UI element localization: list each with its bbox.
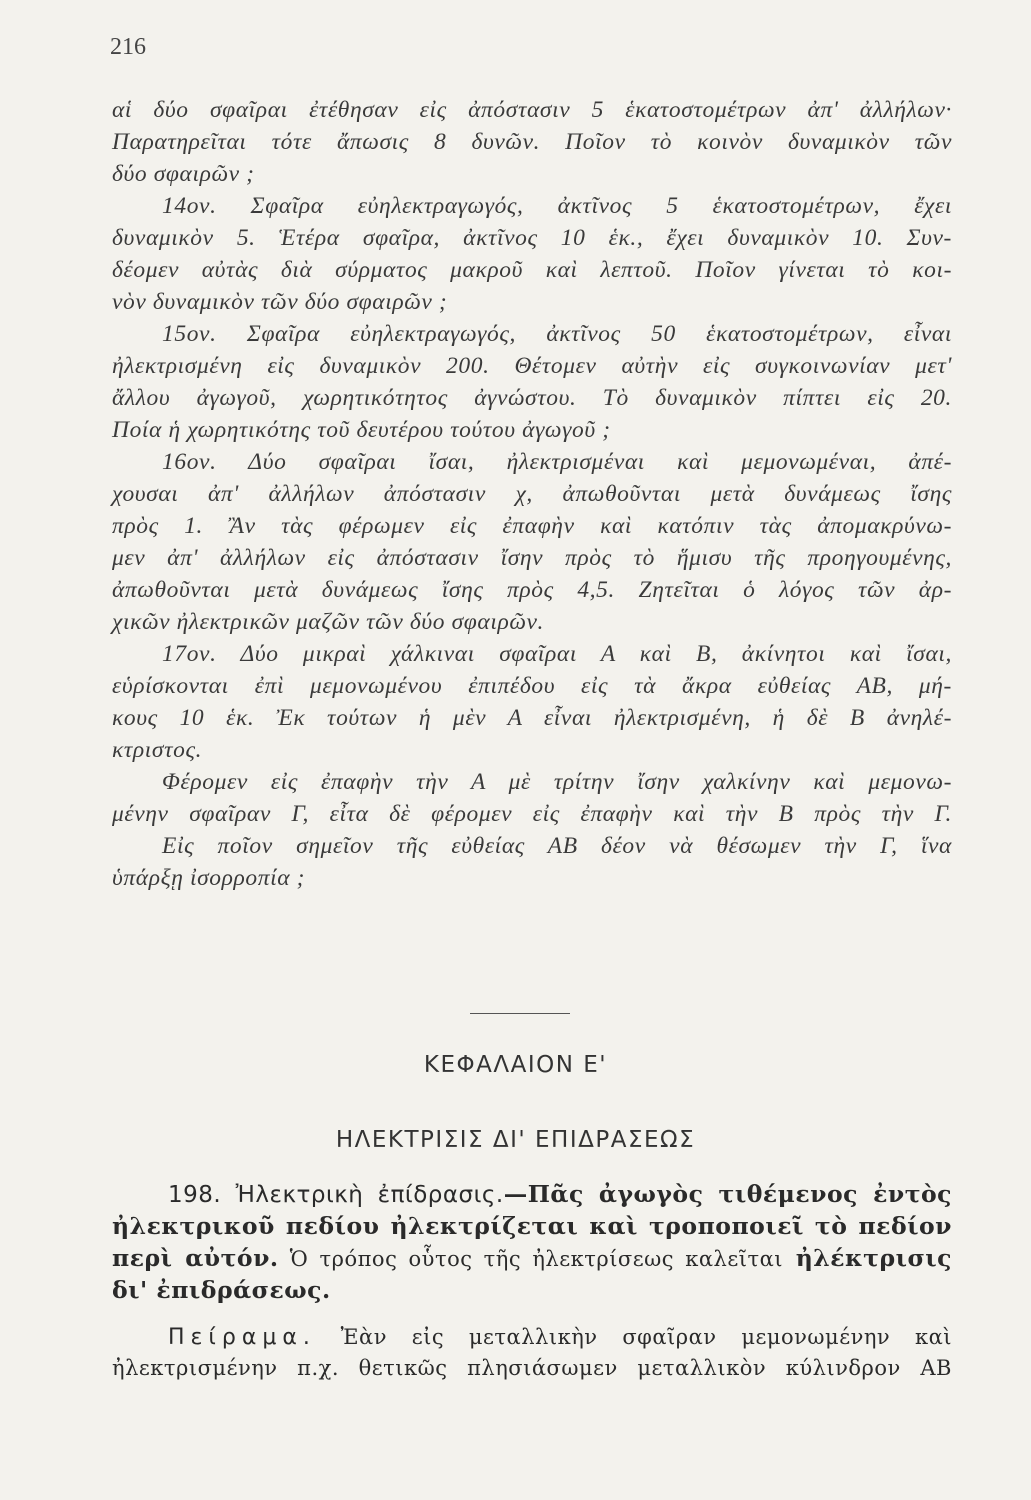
- definition-text: ἠλεκτρικοῦ πεδίου ἠλεκτρίζεται καὶ τροποποιεῖ τὸ πεδίον: [112, 1212, 952, 1240]
- experiment-line: [112, 1320, 952, 1352]
- exercises-block: [112, 94, 952, 894]
- text-line: νὸν δυναμικὸν τῶν δύο σφαιρῶν ;: [112, 289, 448, 315]
- definition-text: περὶ αὐτόν.: [112, 1244, 279, 1272]
- section-number: 198.: [168, 1182, 222, 1208]
- section-198: [112, 1178, 952, 1384]
- text-line: ἀπωθοῦνται μετὰ δυνάμεως ἴσης πρὸς 4,5. Ζητεῖται ὁ λόγος τῶν ἀρ-: [112, 577, 952, 603]
- experiment-line: ἠλεκτρισμένην π.χ. θετικῶς πλησιάσωμεν μεταλλικὸν κύλινδρον ΑΒ: [112, 1356, 952, 1380]
- text-line: [112, 1242, 952, 1274]
- exercise-16-start: 16ον. Δύο σφαῖραι ἴσαι, ἠλεκτρισμέναι καὶ μεμονωμέναι, ἀπέ-: [162, 449, 952, 475]
- text-line: ὑπάρξῃ ἰσορροπία ;: [112, 865, 306, 891]
- exercise-15-start: 15ον. Σφαῖρα εὐηλεκτραγωγός, ἀκτῖνος 50 ἑκατοστομέτρων, εἶναι: [162, 321, 952, 347]
- text-line: Εἰς ποῖον σημεῖον τῆς εὐθείας ΑΒ δέον νὰ θέσωμεν τὴν Γ, ἵνα: [162, 833, 952, 859]
- text-line: δυναμικὸν 5. Ἑτέρα σφαῖρα, ἀκτῖνος 10 ἑκ., ἔχει δυναμικὸν 10. Συν-: [112, 225, 952, 251]
- page-number: 216: [110, 34, 146, 60]
- text-line: μένην σφαῖραν Γ, εἶτα δὲ φέρομεν εἰς ἐπαφὴν καὶ τὴν Β πρὸς τὴν Γ.: [112, 801, 952, 827]
- section-heading-line: [112, 1178, 952, 1210]
- text-line: χουσαι ἀπ' ἀλλήλων ἀπόστασιν χ, ἀπωθοῦνται μετὰ δυνάμεως ἴσης: [112, 481, 952, 507]
- text-line: εὑρίσκονται ἐπὶ μεμονωμένου ἐπιπέδου εἰς τὰ ἄκρα εὐθείας ΑΒ, μή-: [112, 673, 952, 699]
- body-text: Ἐὰν εἰς μεταλλικὴν σφαῖραν μεμονωμένην καὶ: [315, 1325, 952, 1349]
- chapter-subtitle: ΗΛΕΚΤΡΙΣΙΣ ΔΙ' ΕΠΙΔΡΑΣΕΩΣ: [335, 1127, 696, 1153]
- text-line: ἠλεκτρισμένη εἰς δυναμικὸν 200. Θέτομεν αὐτὴν εἰς συγκοινωνίαν μετ': [112, 353, 952, 379]
- text-line: χικῶν ἠλεκτρικῶν μαζῶν τῶν δύο σφαιρῶν.: [112, 609, 545, 635]
- section-divider: [470, 1013, 570, 1014]
- text-line: ἄλλου ἀγωγοῦ, χωρητικότητος ἀγνώστου. Τὸ δυναμικὸν πίπτει εἰς 20.: [112, 385, 952, 411]
- text-line: δέομεν αὐτὰς διὰ σύρματος μακροῦ καὶ λεπτοῦ. Ποῖον γίνεται τὸ κοι-: [112, 257, 952, 283]
- text-line: πρὸς 1. Ἂν τὰς φέρωμεν εἰς ἐπαφὴν καὶ κατόπιν τὰς ἀπομακρύνω-: [112, 513, 952, 539]
- text-line: Ποία ἡ χωρητικότης τοῦ δευτέρου τούτου ἀγωγοῦ ;: [112, 417, 611, 443]
- text-line: κους 10 ἑκ. Ἐκ τούτων ἡ μὲν Α εἶναι ἠλεκτρισμένη, ἡ δὲ Β ἀνηλέ-: [112, 705, 952, 731]
- text-line: κτριστος.: [112, 737, 203, 763]
- experiment-label: Πείραμα.: [168, 1325, 316, 1350]
- body-text: Ὁ τρόπος οὗτος τῆς ἠλεκτρίσεως καλεῖται: [278, 1247, 783, 1271]
- chapter-title: ΚΕΦΑΛΑΙΟΝ Ε': [423, 1052, 608, 1078]
- section-heading: Ἠλεκτρικὴ ἐπίδρασις.: [235, 1182, 504, 1208]
- text-line: Παρατηρεῖται τότε ἄπωσις 8 δυνῶν. Ποῖον τὸ κοινὸν δυναμικὸν τῶν: [112, 129, 952, 155]
- exercise-17-start: 17ον. Δύο μικραὶ χάλκιναι σφαῖραι Α καὶ Β, ἀκίνητοι καὶ ἴσαι,: [162, 641, 952, 667]
- term-highlight: δι' ἐπιδράσεως.: [112, 1276, 331, 1304]
- text-line: Φέρομεν εἰς ἐπαφὴν τὴν Α μὲ τρίτην ἴσην χαλκίνην καὶ μεμονω-: [162, 769, 952, 795]
- text-line: δύο σφαιρῶν ;: [112, 161, 255, 187]
- definition-text: —Πᾶς ἀγωγὸς τιθέμενος ἐντὸς: [503, 1180, 952, 1208]
- text-line: μεν ἀπ' ἀλλήλων εἰς ἀπόστασιν ἴσην πρὸς τὸ ἥμισυ τῆς προηγουμένης,: [112, 545, 952, 571]
- text-line: αἱ δύο σφαῖραι ἐτέθησαν εἰς ἀπόστασιν 5 ἑκατοστομέτρων ἀπ' ἀλλήλων·: [112, 97, 952, 123]
- term-highlight: ἠλέκτρισις: [783, 1244, 952, 1272]
- exercise-14-start: 14ον. Σφαῖρα εὐηλεκτραγωγός, ἀκτῖνος 5 ἑκατοστομέτρων, ἔχει: [162, 193, 952, 219]
